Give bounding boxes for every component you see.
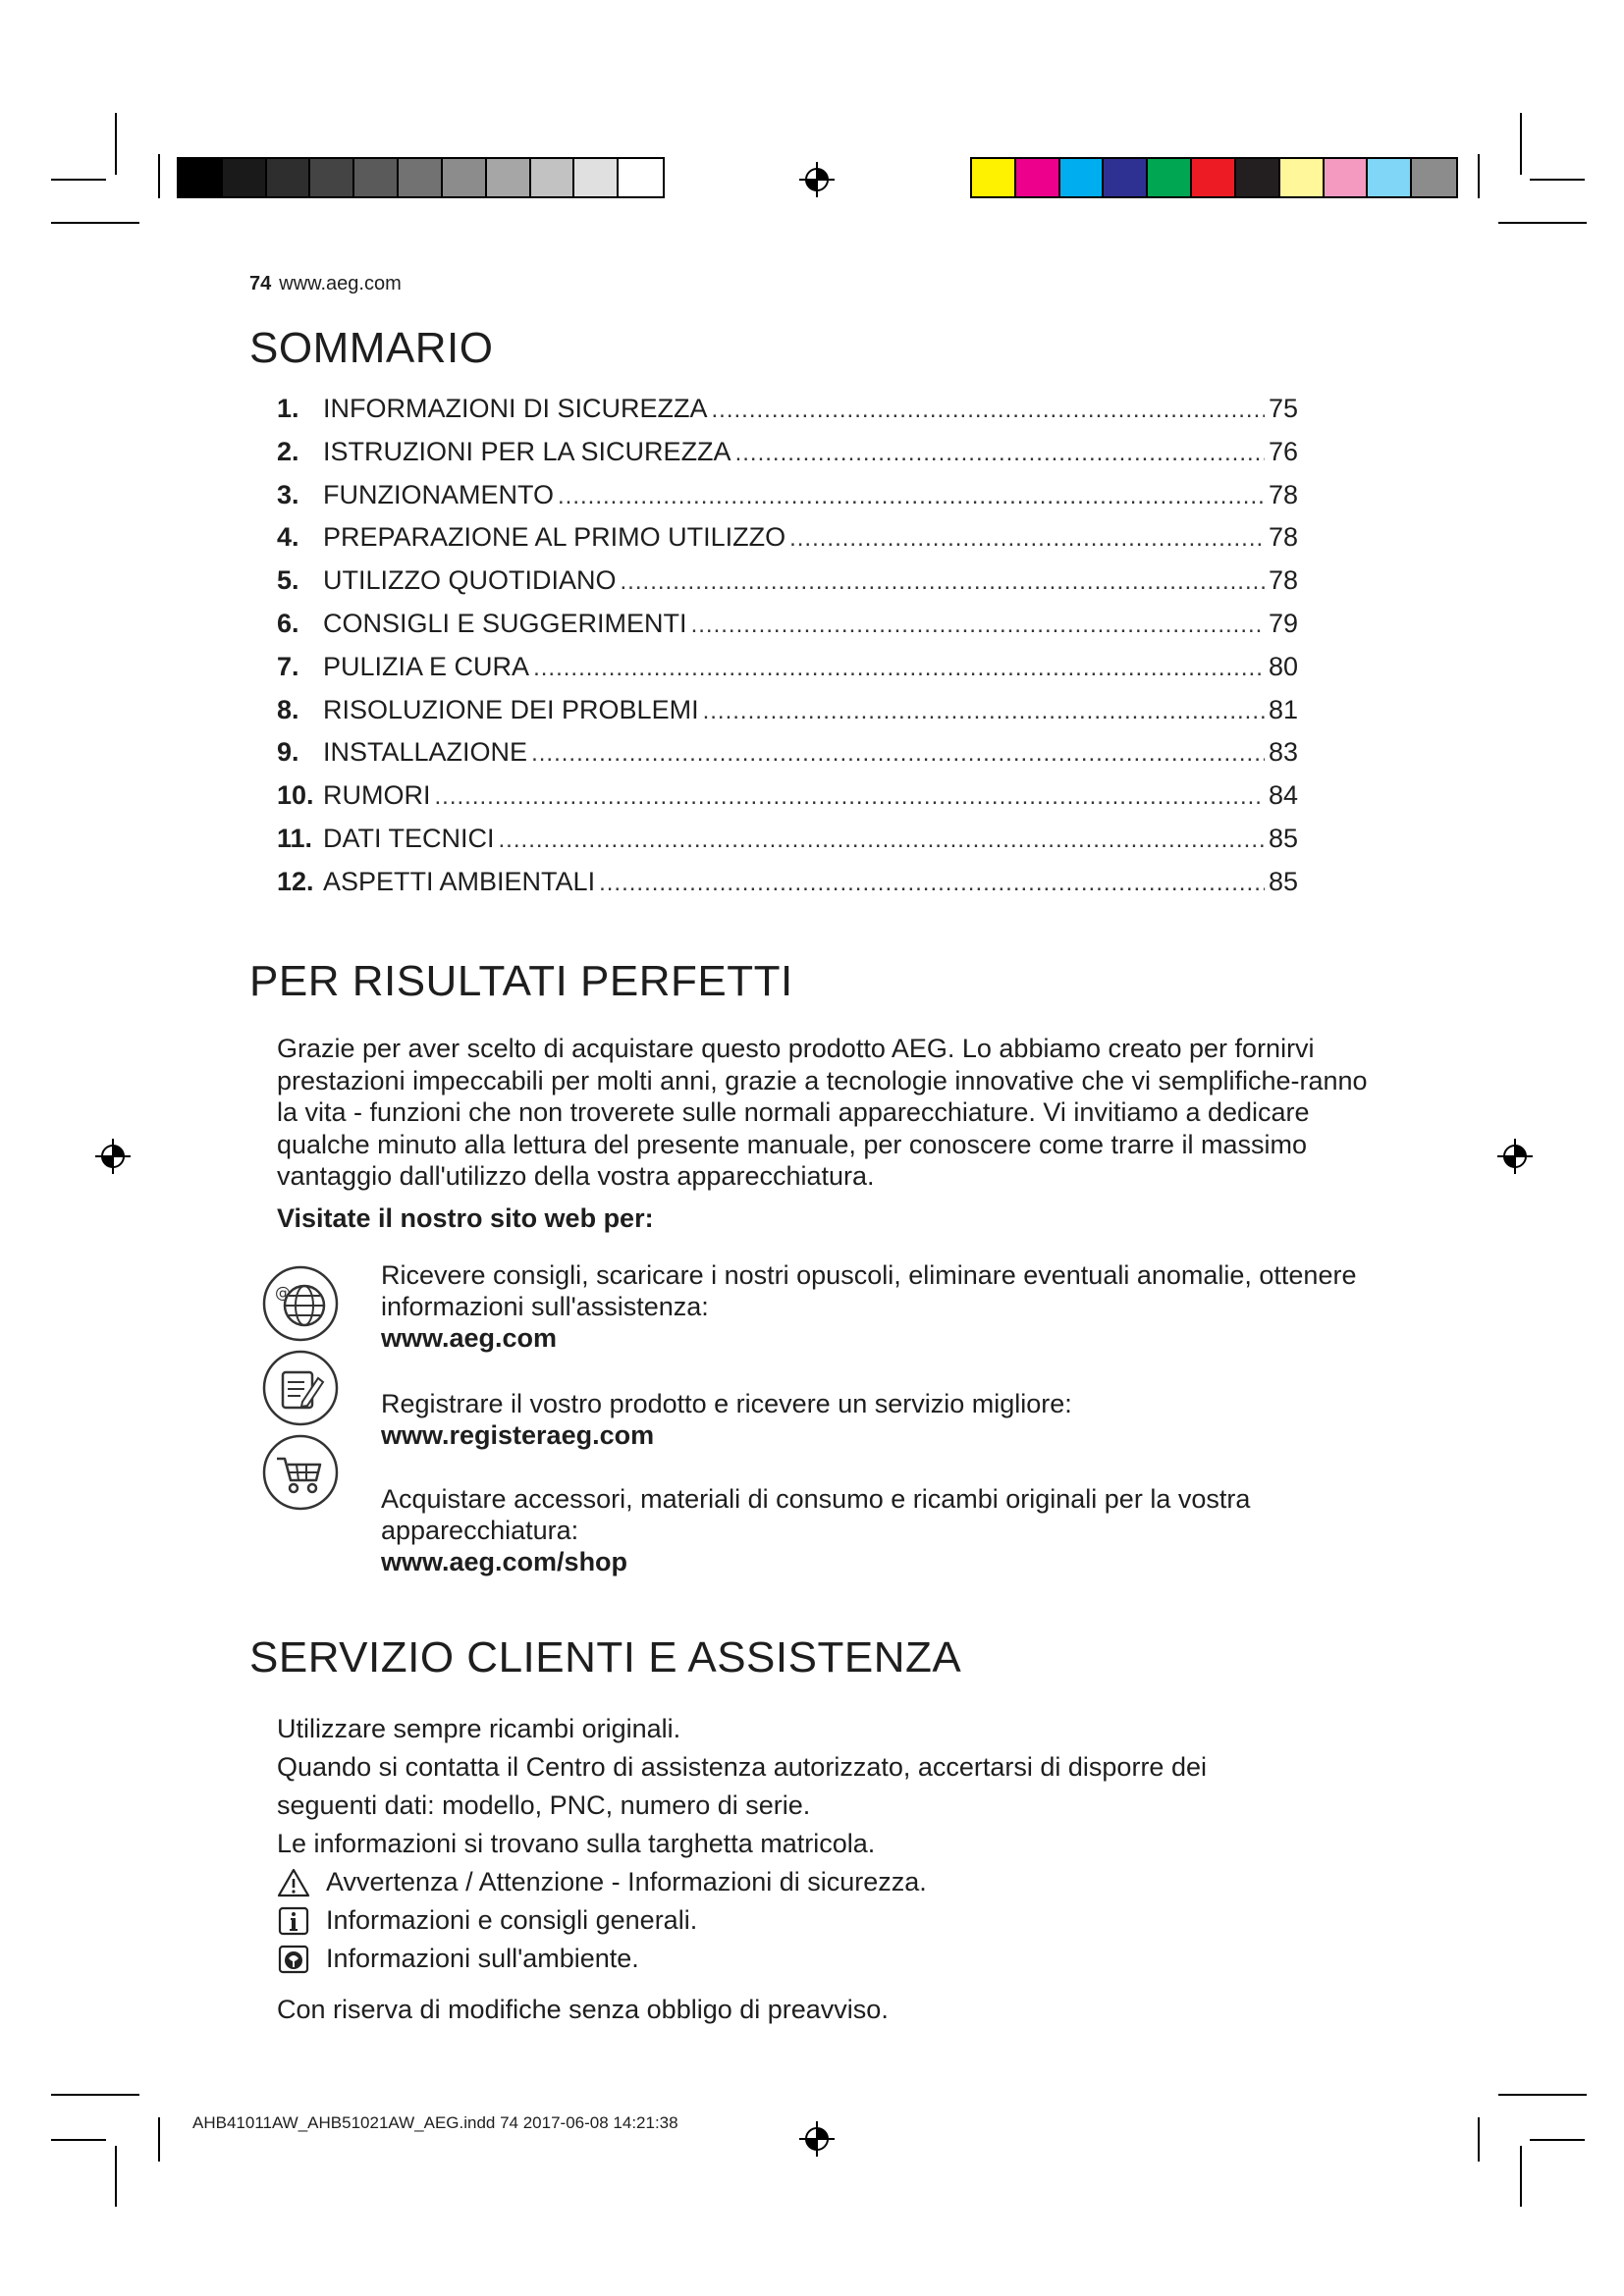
toc-number: 10. xyxy=(277,780,314,811)
toc-item[interactable] xyxy=(277,824,1298,867)
header-site: www.aeg.com xyxy=(279,273,402,294)
toc-leader-dots xyxy=(703,698,1265,725)
sommario-title: SOMMARIO xyxy=(249,324,494,372)
toc-number: 2. xyxy=(277,436,299,466)
register-document-icon xyxy=(261,1349,340,1427)
toc-leader-dots xyxy=(789,525,1265,553)
color-swatch xyxy=(1192,159,1236,196)
toc-number: 6. xyxy=(277,608,299,638)
toc-leader-dots xyxy=(621,568,1265,596)
shopping-cart-icon xyxy=(261,1433,340,1512)
toc-page: 76 xyxy=(1268,436,1298,466)
toc-page: 81 xyxy=(1268,694,1298,724)
toc-item[interactable] xyxy=(277,867,1298,910)
web-item xyxy=(381,1483,1363,1577)
toc-title: FUNZIONAMENTO xyxy=(323,479,554,509)
svg-text:@: @ xyxy=(275,1283,291,1302)
servizio-line: seguenti dati: modello, PNC, numero di serie. xyxy=(277,1790,811,1820)
toc-item[interactable] xyxy=(277,522,1298,565)
toc-title: RISOLUZIONE DEI PROBLEMI xyxy=(323,694,699,724)
toc-title: CONSIGLI E SUGGERIMENTI xyxy=(323,608,687,638)
toc-page: 78 xyxy=(1268,565,1298,596)
toc-leader-dots xyxy=(599,870,1265,897)
color-swatch xyxy=(972,159,1016,196)
toc-number: 4. xyxy=(277,522,299,553)
color-swatch xyxy=(574,159,619,196)
toc-page: 75 xyxy=(1268,394,1298,423)
toc-number: 11. xyxy=(277,823,313,853)
color-swatch xyxy=(1104,159,1148,196)
register-link[interactable]: www.registeraeg.com xyxy=(381,1420,655,1450)
toc-leader-dots xyxy=(558,483,1265,510)
toc-title: RUMORI xyxy=(323,780,431,811)
grayscale-calibration-bar xyxy=(177,157,665,198)
web-item xyxy=(381,1388,1363,1451)
toc-number: 9. xyxy=(277,737,299,768)
color-swatch xyxy=(399,159,443,196)
color-swatch xyxy=(1412,159,1456,196)
color-swatch xyxy=(487,159,531,196)
toc-page: 84 xyxy=(1268,780,1298,811)
servizio-line: Utilizzare sempre ricambi originali. xyxy=(277,1714,681,1743)
web-item-text: Registrare il vostro prodotto e ricevere un servizio migliore: xyxy=(381,1389,1072,1418)
toc-item[interactable] xyxy=(277,394,1298,437)
info-icon xyxy=(277,1905,310,1937)
warning-triangle-icon xyxy=(277,1867,310,1898)
color-swatch xyxy=(354,159,399,196)
file-info: AHB41011AW_AHB51021AW_AEG.indd 74 2017-06-08 14:21:38 xyxy=(192,2113,678,2132)
info-text: Informazioni e consigli generali. xyxy=(326,1905,698,1935)
aeg-link[interactable]: www.aeg.com xyxy=(381,1323,558,1353)
page-number: 74 xyxy=(249,273,272,294)
toc-number: 5. xyxy=(277,565,299,596)
warning-text: Avvertenza / Attenzione - Informazioni di sicurezza. xyxy=(326,1867,927,1896)
color-swatch xyxy=(1325,159,1369,196)
servizio-body xyxy=(277,1710,1357,2029)
page-header xyxy=(249,273,402,295)
color-swatch xyxy=(619,159,663,196)
toc-leader-dots xyxy=(712,397,1265,424)
toc-number: 1. xyxy=(277,394,299,423)
color-swatch xyxy=(1016,159,1060,196)
toc-title: PULIZIA E CURA xyxy=(323,651,530,681)
toc-title: INFORMAZIONI DI SICUREZZA xyxy=(323,394,708,423)
toc-leader-dots xyxy=(691,612,1265,639)
toc-title: INSTALLAZIONE xyxy=(323,737,528,768)
color-swatch xyxy=(1236,159,1280,196)
toc-item[interactable] xyxy=(277,695,1298,738)
toc-leader-dots xyxy=(735,440,1265,467)
toc-title: UTILIZZO QUOTIDIANO xyxy=(323,565,617,596)
toc-number: 7. xyxy=(277,651,299,681)
servizio-line: Quando si contatta il Centro di assistenza autorizzato, accertarsi di disporre dei xyxy=(277,1752,1207,1782)
color-swatch xyxy=(1368,159,1412,196)
registration-mark-icon xyxy=(93,1137,133,1176)
environment-leaf-icon xyxy=(277,1944,310,1975)
toc-leader-dots xyxy=(499,827,1265,854)
toc-item[interactable] xyxy=(277,652,1298,695)
toc-item[interactable] xyxy=(277,565,1298,609)
toc-page: 85 xyxy=(1268,866,1298,896)
environment-text: Informazioni sull'ambiente. xyxy=(326,1944,639,1973)
color-calibration-bar xyxy=(970,157,1458,198)
toc-number: 12. xyxy=(277,866,314,896)
color-swatch xyxy=(223,159,267,196)
toc-page: 85 xyxy=(1268,823,1298,853)
servizio-line: Le informazioni si trovano sulla targhetta matricola. xyxy=(277,1829,876,1858)
toc-page: 78 xyxy=(1268,522,1298,553)
registration-mark-icon xyxy=(1495,1137,1535,1176)
servizio-title: SERVIZIO CLIENTI E ASSISTENZA xyxy=(249,1633,962,1682)
toc-item[interactable] xyxy=(277,780,1298,824)
toc-number: 8. xyxy=(277,694,299,724)
globe-at-icon xyxy=(261,1264,340,1343)
color-swatch xyxy=(443,159,487,196)
color-swatch xyxy=(1060,159,1105,196)
disclaimer: Con riserva di modifiche senza obbligo di preavviso. xyxy=(277,1995,889,2024)
color-swatch xyxy=(531,159,575,196)
toc-page: 79 xyxy=(1268,608,1298,638)
table-of-contents xyxy=(277,394,1298,910)
web-item xyxy=(381,1259,1363,1354)
color-swatch xyxy=(310,159,354,196)
toc-leader-dots xyxy=(531,740,1265,768)
warning-line xyxy=(277,1863,1357,1901)
toc-leader-dots xyxy=(435,783,1265,811)
toc-number: 3. xyxy=(277,479,299,509)
toc-item[interactable] xyxy=(277,737,1298,780)
toc-title: PREPARAZIONE AL PRIMO UTILIZZO xyxy=(323,522,786,553)
color-swatch xyxy=(1148,159,1192,196)
shop-link[interactable]: www.aeg.com/shop xyxy=(381,1547,628,1576)
web-item-text: Acquistare accessori, materiali di consumo e ricambi originali per la vostra apparecchiatura: xyxy=(381,1484,1251,1545)
toc-page: 83 xyxy=(1268,737,1298,768)
toc-item[interactable] xyxy=(277,480,1298,523)
color-swatch xyxy=(1280,159,1325,196)
info-line xyxy=(277,1901,1357,1940)
web-heading: Visitate il nostro sito web per: xyxy=(277,1203,654,1233)
color-swatch xyxy=(267,159,311,196)
toc-item[interactable] xyxy=(277,609,1298,652)
intro-paragraph: Grazie per aver scelto di acquistare questo prodotto AEG. Lo abbiamo creato per fornirvi prestazioni impeccabili per molti anni, grazie a tecnologie innovative che vi semplifiche-ranno la vita - funzioni che non troverete sulle normali apparecchiature. Vi invitiamo a dedicare qualche minuto alla lettura del presente manuale, per conoscere come trarre il massimo vantaggio dall'utilizzo della vostra apparecchiatura. xyxy=(277,1034,1368,1191)
toc-title: DATI TECNICI xyxy=(323,823,495,853)
environment-line xyxy=(277,1940,1357,1978)
risultati-title: PER RISULTATI PERFETTI xyxy=(249,957,793,1005)
toc-leader-dots xyxy=(533,655,1265,682)
web-item-text: Ricevere consigli, scaricare i nostri opuscoli, eliminare eventuali anomalie, ottenere informazioni sull'assistenza: xyxy=(381,1260,1357,1321)
toc-page: 78 xyxy=(1268,479,1298,509)
toc-item[interactable] xyxy=(277,437,1298,480)
registration-mark-icon xyxy=(797,2119,837,2159)
toc-title: ASPETTI AMBIENTALI xyxy=(323,866,596,896)
registration-mark-icon xyxy=(797,160,837,199)
toc-title: ISTRUZIONI PER LA SICUREZZA xyxy=(323,436,731,466)
color-swatch xyxy=(179,159,223,196)
toc-page: 80 xyxy=(1268,651,1298,681)
